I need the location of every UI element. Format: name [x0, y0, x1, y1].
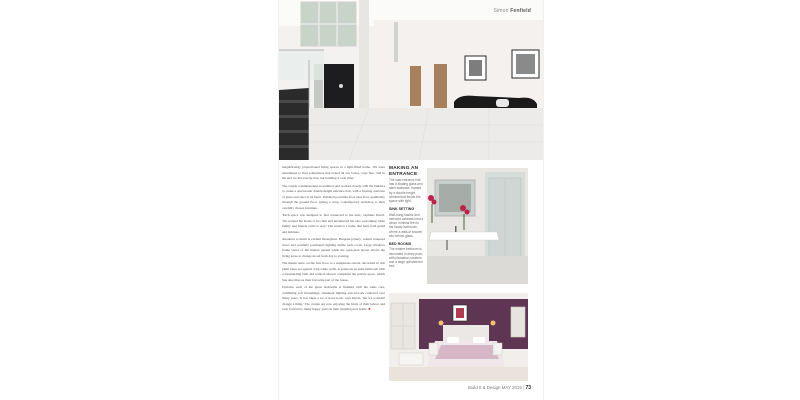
photo-credit: Simon Fenfield: [493, 8, 531, 14]
magazine-name: Build It & Design: [468, 385, 501, 390]
caption-title: BED ROOMS: [389, 241, 412, 246]
entrance-hall-photo: [279, 0, 543, 160]
sidebar-heading: MAKING AN ENTRANCE: [389, 166, 419, 177]
article-body: [282, 165, 385, 385]
bedroom-photo: [389, 293, 528, 381]
page-footer: [468, 385, 531, 391]
magazine-page: [279, 0, 543, 400]
caption-text: Wall-hung basins and mirrored cabinets lend a clean, minimal feel to the family bathroom, where a walk-in shower sits behind glass.: [389, 212, 424, 238]
article-paragraph: magnificently proportioned living spaces in a light-filled home. 'We were determined to find somewhere that ticked all our boxes,' says Sue, 'and in the end we did exactly that, but building it took time.': [282, 165, 385, 180]
end-of-article-mark: ■: [368, 307, 371, 311]
article-paragraph: Attention to detail is evident throughout. Bespoke joinery, walnut veneered doors and carefully positioned lighting define each room. Large windows frame views of the mature garden while the open-plan layout allows the living areas to change mood from day to evening.: [282, 237, 385, 258]
article-paragraph: Upstairs, each of the guest bedrooms is finished with the same care, combining soft furnishings, statement lighting and artwork collected over many years. 'It has taken a lot of hard work,' says David, 'but we wouldn't change a thing.' The couple are now enjoying the fruits of their labour and look forward to many happy years in their stunning new home. ■: [282, 285, 385, 311]
caption-text: The master bedroom is decorated in deep plum, with plantation shutters and a large upholstered bed.: [389, 247, 424, 269]
footer-separator: |: [523, 385, 525, 390]
caption-sidebar: [389, 166, 424, 288]
article-paragraph: The couple commissioned an architect and worked closely with the builders to create a spectacular double-height entrance hall, with a floating staircase of glass and steel at its heart. Polished porcelain floor tiles flow seamlessly through the ground floor, giving a crisp, contemporary backdrop to their carefully chosen furniture.: [282, 183, 385, 210]
issue-date: MAY 2015: [501, 385, 522, 390]
bathroom-photo: [427, 168, 528, 284]
caption-title: SINK SETTING: [389, 207, 415, 212]
article-paragraph: 'Each space was designed to feel connected to the next,' explains David. 'We wanted the house to be calm and uncluttered but also welcoming when family and friends come to stay.' The result is a home that feels both grand and intimate.: [282, 213, 385, 234]
sidebar-intro: The vast entrance hall has a floating glass and steel staircase, framed by a double-height window that floods the space with light.: [389, 178, 423, 204]
page-number: 73: [525, 385, 531, 391]
article-paragraph: The master suite, on the first floor, is a sumptuous retreat, decorated in rich plum tones set against crisp white walls. A generous en suite bathroom with a freestanding bath and walk-in shower completes the private space, which Sue describes as their favourite part of the house.: [282, 261, 385, 282]
